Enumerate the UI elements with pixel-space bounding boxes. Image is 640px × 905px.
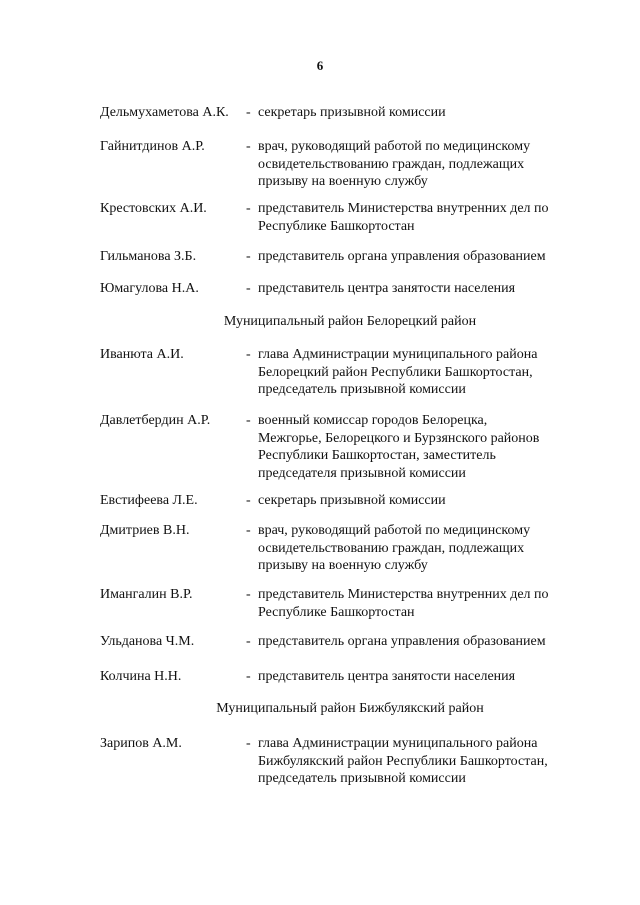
member-role: представитель центра занятости населения [258, 281, 516, 296]
member-role: врач, руководящий работой по медицинскому освидетельствованию граждан, подлежащих призыву на военную службу [258, 523, 531, 573]
member-role: секретарь призывной комиссии [258, 493, 446, 508]
member-role: глава Администрации муниципального района Бижбулякский район Республики Башкортостан, председатель призывной комиссии [258, 736, 548, 786]
page-number: 6 [316, 58, 324, 73]
dash: - [246, 413, 251, 428]
dash: - [246, 105, 251, 120]
member-name: Крестовских А.И. [100, 201, 207, 216]
dash: - [246, 669, 251, 684]
member-name: Зарипов А.М. [100, 736, 182, 751]
dash: - [246, 201, 251, 216]
member-role: представитель Министерства внутренних дел по Республике Башкортостан [258, 201, 549, 234]
member-name: Колчина Н.Н. [100, 669, 182, 684]
member-name: Юмагулова Н.А. [100, 281, 199, 296]
district-heading: Муниципальный район Бижбулякский район [216, 701, 484, 716]
dash: - [246, 736, 251, 751]
dash: - [246, 281, 251, 296]
member-name: Ульданова Ч.М. [100, 634, 195, 649]
member-role: военный комиссар городов Белорецка, Межгорье, Белорецкого и Бурзянского районов Республики Башкортостан, заместитель председателя призывной комиссии [258, 413, 540, 481]
member-name: Гильманова З.Б. [100, 249, 197, 264]
member-role: представитель Министерства внутренних дел по Республике Башкортостан [258, 587, 549, 620]
member-name: Дмитриев В.Н. [100, 523, 190, 538]
member-name: Иванюта А.И. [100, 347, 184, 362]
dash: - [246, 493, 251, 508]
dash: - [246, 523, 251, 538]
member-name: Дельмухаметова А.К. [100, 105, 229, 120]
member-name: Евстифеева Л.Е. [100, 493, 198, 508]
member-role: врач, руководящий работой по медицинскому освидетельствованию граждан, подлежащих призыву на военную службу [258, 139, 531, 189]
member-role: представитель органа управления образованием [258, 634, 546, 649]
member-name: Гайнитдинов А.Р. [100, 139, 205, 154]
dash: - [246, 634, 251, 649]
member-role: представитель органа управления образованием [258, 249, 546, 264]
district-heading: Муниципальный район Белорецкий район [223, 314, 477, 329]
member-role: представитель центра занятости населения [258, 669, 516, 684]
member-name: Имангалин В.Р. [100, 587, 193, 602]
dash: - [246, 249, 251, 264]
dash: - [246, 139, 251, 154]
member-role: глава Администрации муниципального района Белорецкий район Республики Башкортостан, председатель призывной комиссии [258, 347, 538, 397]
dash: - [246, 587, 251, 602]
member-role: секретарь призывной комиссии [258, 105, 446, 120]
dash: - [246, 347, 251, 362]
member-name: Давлетбердин А.Р. [100, 413, 211, 428]
